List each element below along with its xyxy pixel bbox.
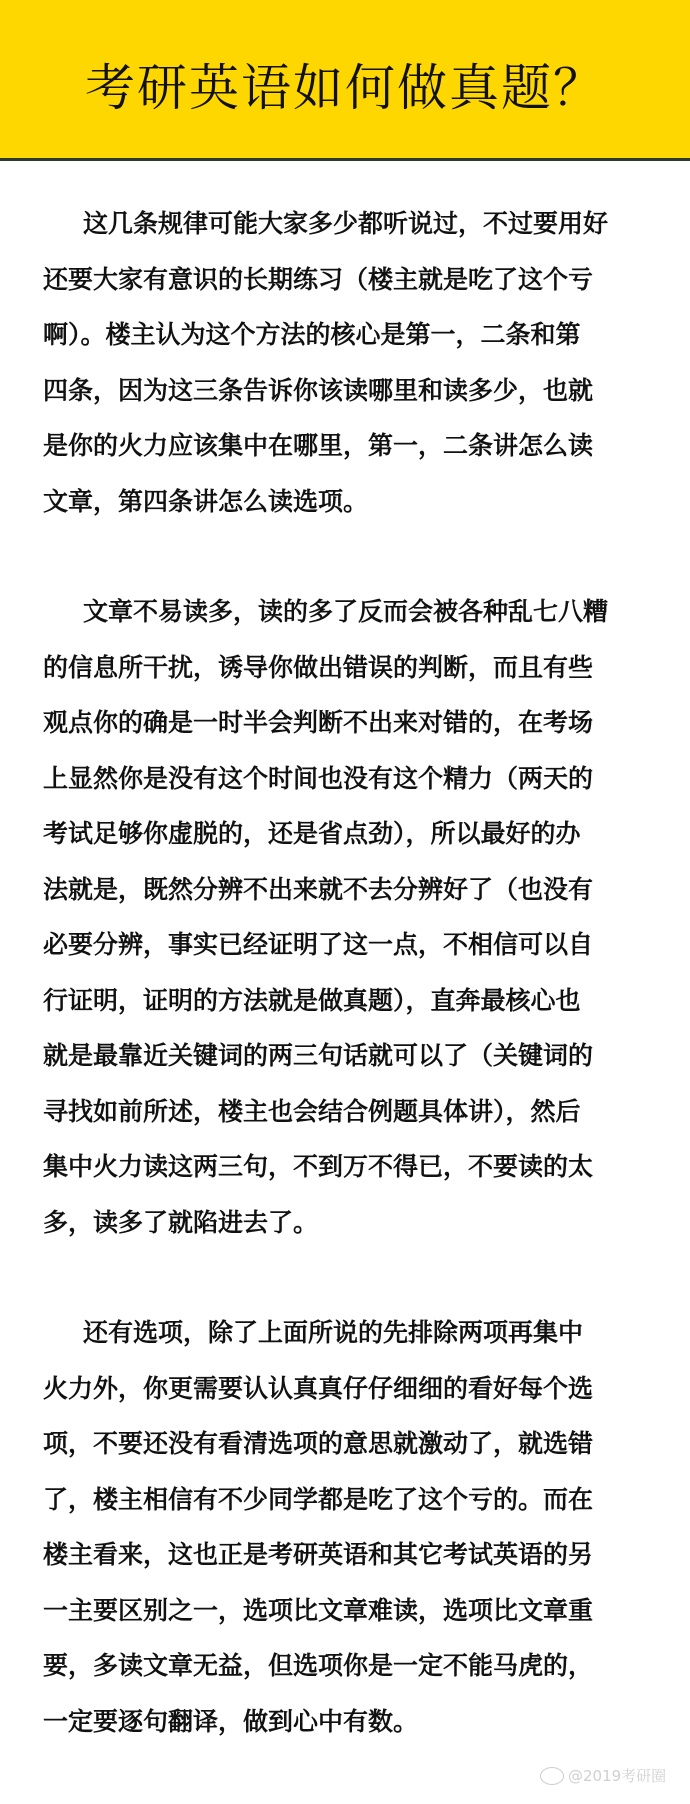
text-line: 啊）。楼主认为这个方法的核心是第一，二条和第 (43, 320, 581, 349)
text-line: 寻找如前所述，楼主也会结合例题具体讲），然后 (43, 1096, 581, 1126)
text-line: 文章不易读多，读的多了反而会被各种乱七八糟 (83, 597, 609, 626)
text-line: 一主要区别之一，选项比文章难读，选项比文章重 (43, 1595, 594, 1625)
paragraph-2 (43, 584, 643, 1250)
watermark-text: @2019考研圈 (568, 1767, 667, 1785)
text-line: 了，楼主相信有不少同学都是吃了这个亏的。而在 (43, 1484, 594, 1514)
text-line: 考试足够你虚脱的，还是省点劲），所以最好的办 (43, 819, 581, 848)
text-line: 文章，第四条讲怎么读选项。 (43, 486, 369, 516)
text-line: 行证明，证明的方法就是做真题），直奔最核心也 (43, 985, 581, 1015)
text-line: 楼主看来，这也正是考研英语和其它考试英语的另 (43, 1540, 594, 1569)
text-line: 还要大家有意识的长期练习（楼主就是吃了这个亏 (43, 264, 594, 294)
text-line: 集中火力读这两三句，不到万不得已，不要读的太 (43, 1152, 594, 1181)
text-line: 还有选项，除了上面所说的先排除两项再集中 (83, 1318, 584, 1347)
text-line: 是你的火力应该集中在哪里，第一，二条讲怎么读 (43, 431, 594, 460)
text-line: 多，读多了就陷进去了。 (43, 1207, 319, 1237)
text-line: 就是最靠近关键词的两三句话就可以了（关键词的 (43, 1041, 594, 1070)
page-title: 考研英语如何做真题？ (85, 59, 605, 117)
text-line: 这几条规律可能大家多少都听说过，不过要用好 (83, 209, 609, 238)
text-line: 上显然你是没有这个时间也没有这个精力（两天的 (43, 763, 594, 793)
article-body (43, 196, 643, 1804)
text-line: 要，多读文章无益，但选项你是一定不能马虎的， (43, 1651, 594, 1680)
paragraph-3 (43, 1305, 643, 1749)
paragraph-1 (43, 196, 643, 529)
text-line: 必要分辨，事实已经证明了这一点，不相信可以自 (43, 930, 594, 959)
weibo-icon (540, 1767, 564, 1785)
text-line: 一定要逐句翻译，做到心中有数。 (43, 1706, 419, 1736)
watermark (540, 1765, 666, 1786)
text-line: 观点你的确是一时半会判断不出来对错的，在考场 (43, 708, 594, 737)
text-line: 项，不要还没有看清选项的意思就激动了，就选错 (43, 1429, 594, 1458)
text-line: 四条，因为这三条告诉你该读哪里和读多少，也就 (43, 375, 594, 405)
title-banner (0, 0, 690, 161)
text-line: 法就是，既然分辨不出来就不去分辨好了（也没有 (43, 874, 594, 904)
text-line: 的信息所干扰，诱导你做出错误的判断，而且有些 (43, 652, 594, 682)
text-line: 火力外，你更需要认认真真仔仔细细的看好每个选 (43, 1373, 594, 1403)
